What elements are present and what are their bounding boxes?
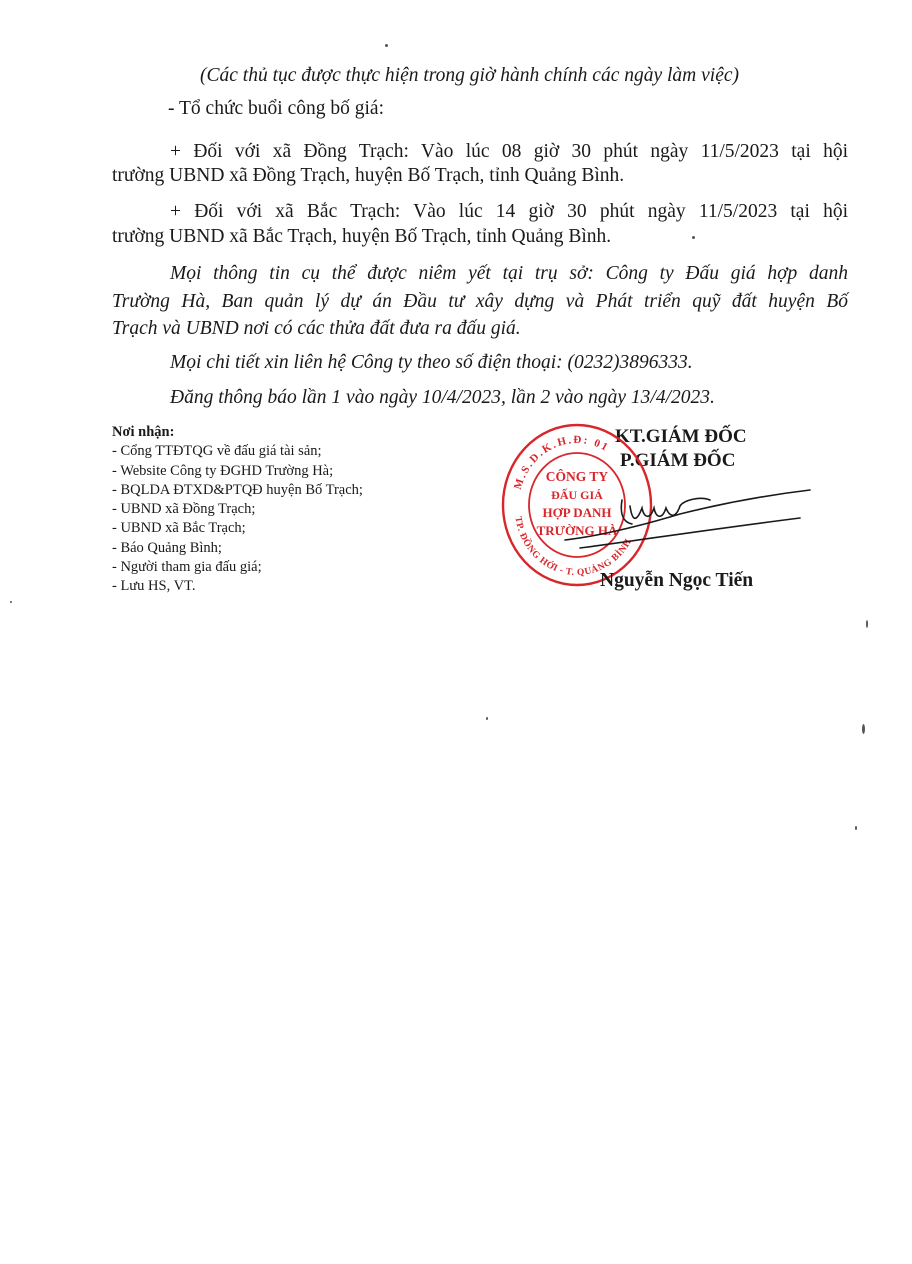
recipients-title: Nơi nhận: <box>112 424 175 440</box>
signatory-title: KT.GIÁM ĐỐC <box>615 426 747 447</box>
dong-trach-line-1: + Đối với xã Đồng Trạch: Vào lúc 08 giờ 30 phút ngày 11/5/2023 tại hội <box>170 141 848 162</box>
scan-speck <box>855 826 857 830</box>
recipient-item: - UBND xã Đồng Trạch; <box>112 501 256 518</box>
info-line-1: Mọi thông tin cụ thể được niêm yết tại trụ sở: Công ty Đấu giá hợp danh <box>170 263 848 284</box>
scan-speck <box>486 717 488 720</box>
note-working-hours: (Các thủ tục được thực hiện trong giờ hành chính các ngày làm việc) <box>200 65 740 86</box>
signatory-deputy-title: P.GIÁM ĐỐC <box>620 450 736 471</box>
signer-name: Nguyễn Ngọc Tiến <box>600 570 754 591</box>
recipient-item: - Website Công ty ĐGHD Trường Hà; <box>112 462 334 479</box>
stamp-line-2: ĐẤU GIÁ <box>551 488 603 502</box>
recipient-item: - Cổng TTĐTQG về đấu giá tài sản; <box>112 443 322 460</box>
bac-trach-line-2: trường UBND xã Bắc Trạch, huyện Bố Trạch, tỉnh Quảng Bình. <box>112 226 612 247</box>
publish-line: Đăng thông báo lần 1 vào ngày 10/4/2023, lần 2 vào ngày 13/4/2023. <box>170 387 715 408</box>
stamp-ring-top-text: M.S.D.K.H.Đ: 01 <box>511 433 612 491</box>
scan-speck <box>692 236 695 239</box>
recipient-item: - Người tham gia đấu giá; <box>112 559 262 576</box>
recipient-item: - Báo Quảng Bình; <box>112 539 222 556</box>
recipient-item: - UBND xã Bắc Trạch; <box>112 520 246 537</box>
info-line-2: Trường Hà, Ban quản lý dự án Đầu tư xây dựng và Phát triển quỹ đất huyện Bố <box>112 291 848 312</box>
recipient-item: - BQLDA ĐTXD&PTQĐ huyện Bố Trạch; <box>112 481 363 498</box>
scan-speck <box>385 44 388 47</box>
dong-trach-line-2: trường UBND xã Đồng Trạch, huyện Bố Trạch, tỉnh Quảng Bình. <box>112 165 625 186</box>
scan-speck <box>862 724 865 734</box>
scan-speck <box>10 601 12 603</box>
announce-heading: - Tổ chức buổi công bố giá: <box>168 98 384 119</box>
stamp-line-4: TRƯỜNG HÀ <box>536 523 618 538</box>
stamp-line-3: HỢP DANH <box>542 505 612 520</box>
bac-trach-line-1: + Đối với xã Bắc Trạch: Vào lúc 14 giờ 30 phút ngày 11/5/2023 tại hội <box>170 201 848 222</box>
handwritten-signature <box>560 478 820 558</box>
info-line-3: Trạch và UBND nơi có các thửa đất đưa ra đấu giá. <box>112 318 521 339</box>
stamp-ring-bottom-text: TP. ĐỒNG HỚI - T. QUẢNG BÌNH <box>512 515 634 579</box>
contact-line: Mọi chi tiết xin liên hệ Công ty theo số điện thoại: (0232)3896333. <box>170 352 693 373</box>
scan-speck <box>866 620 868 628</box>
recipient-item: - Lưu HS, VT. <box>112 578 196 595</box>
recipients-block <box>112 423 363 597</box>
stamp-line-1: CÔNG TY <box>545 469 609 484</box>
